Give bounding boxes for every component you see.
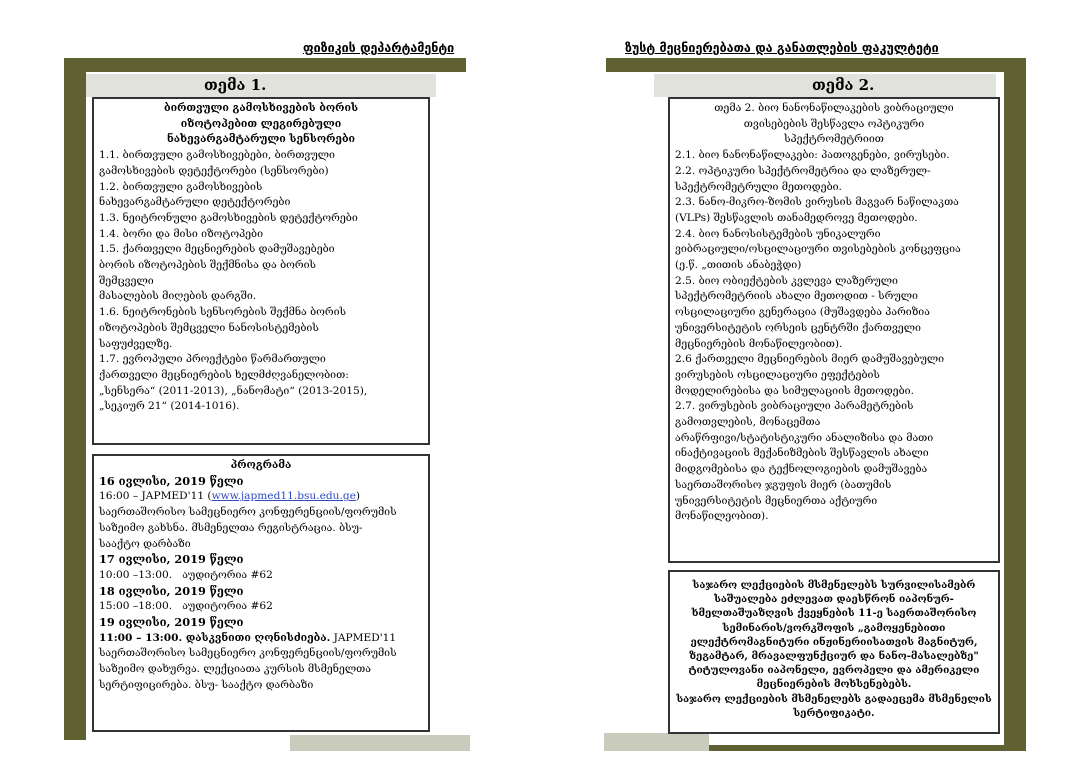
program-day-3-room: აუდიტორია #62 [182,600,273,613]
topic-2-item: 2.2. ოპტიკური სპექტრომეტრია და ლაზერულ- [675,164,931,177]
program-box [92,454,430,732]
topic-2-item: მოდელირებისა და სიმულაციის მეთოდები. [675,384,914,397]
topic-2-item: ინაქტივაციის მექანიზმების შესწავლის ახალი [675,447,929,460]
announcement-box [668,570,1000,734]
program-day-4-desc: საერთაშორისო სამეცნიერო კონფერენციის/ფორუმის [99,647,397,660]
program-day-2-time: 10:00 –13:00. აუდიტორია #62 [99,568,273,581]
topic-1-item: 1.1. ბირთვული გამოსხივებები, ბირთვული [99,149,335,162]
announcement-line: ზეგამტარ, მრავალფუნქციურ და ნანო-მასალებზე" [689,650,979,663]
topic-1-box-title: ბირთვული გამოსხივების ბორის იზოტოპებით ლეგირებული ნახევარგამტარული სენსორები [163,102,359,146]
program-day-4-desc: სერტიფიცირება. ბსუ- სააქტო დარბაზი [99,678,314,691]
topic-2-item: 2.3. ნანო-მიკრო-ზომის ვირუსის მაგვარ ნაწილაკთა [675,196,959,209]
left-page-header-bar [64,58,466,72]
topic-1-item: საფუძველზე. [99,337,173,350]
announcement-line: ტიტულოვანი იაპონელი, ევროპელი და ამერიკელი [688,664,980,677]
topic-2-items [675,148,993,525]
department-title: ფიზიკის დეპარტამენტი [303,40,455,55]
topic-2-item: მეცნიერების მონაწილეობით). [675,337,843,350]
topic-1-item: 1.3. ნეიტრონული გამოსხივების დეტექტორები [99,211,358,224]
topic-2-item: 2.1. ბიო ნანონაწილაკები: პათოგენები, ვირუსები. [675,149,950,162]
right-page-footer-olive [709,745,1026,751]
announcement-line: მეცნიერების მოხსენებებს. [756,678,912,691]
topic-1-item: შემცველი [99,274,154,287]
topic-2-item: 2.7. ვირუსების ვიბრაციული პარამეტრების [675,400,914,413]
topic-2-item: არაწრფივი/სტატისტიკური ანალიზისა და მათი [675,431,934,444]
topic-1-item: 1.5. ქართველი მეცნიერების დამუშავებები [99,243,335,256]
conference-website-link[interactable]: www.japmed11.bsu.edu.ge [211,490,356,503]
topic-1-item: იზოტოპების შემცველი ნანოსისტემების [99,321,319,334]
announcement-line: ხმელთაშუაზღვის ქვეყნების 11-ე საერთაშორისო [691,607,977,620]
program-day-4-date: 19 ივლისი, 2019 წელი [99,615,244,630]
topic-2-item: უნივერსიტეტის მეცნიერთა აქტიური [675,494,878,507]
program-day-4-time: 11:00 – 13:00. დასკვნითი ღონისძიება. JAPMED'11 [99,631,397,644]
topic-1-item: გამოსხივების დეტექტორები (სენსორები) [99,164,329,177]
announcement-line: საჯარო ლექციების მსმენელებს სურვილისამებრ [692,579,976,591]
announcement-line: საშუალება ეძლევათ დაესწრონ იაპონურ- [714,593,954,606]
topic-1-item: ნახევარგამტარული დეტექტორები [99,196,291,209]
topic-1-item: ქართველი მეცნიერების ხელმძღვანელობით: [99,368,349,381]
topic-2-item: ოსცილაციური გენერაცია (მუშავდება პარიზია [675,306,930,319]
announcement-line: ელექტრომაგნიტური ინჟინერიისათვის მაგნიტურ, [690,635,978,648]
topic-1-item: 1.7. ევროპული პროექტები წარმართული [99,353,326,366]
announcement-line: საჯარო ლექციების მსმენელებს გადაეცემა მსმენელის [676,692,992,705]
topic-2-box-title: თემა 2. ბიო ნანონაწილაკების ვიბრაციული თვისებების შესწავლა ოპტიკური სპექტრომეტრიით [714,102,954,146]
topic-1-items [99,148,423,415]
program-day-1-date: 16 ივლისი, 2019 წელი [99,473,244,488]
topic-2-item: საერთაშორისო ჯგუფის მიერ (ბათუმის [675,478,892,491]
announcement-line: სემინარის/ვორკშოფის „გამოყენებითი [722,621,946,634]
right-section-heading [654,74,996,97]
topic-1-item: 1.6. ნეიტრონების სენსორების შექმნა ბორის [99,306,346,319]
program-day-1-desc: საერთაშორისო სამეცნიერო კონფერენციის/ფორუმის [99,506,397,519]
topic-2-box [668,97,1000,563]
topic-2-item: (VLPs) შესწავლის თანამედროვე მეთოდები. [675,211,918,224]
program-day-3-time: 15:00 –18:00. აუდიტორია #62 [99,600,273,613]
program-day-2-date: 17 ივლისი, 2019 წელი [99,552,244,567]
topic-2-item: სპექტრომეტრიის ახალი მეთოდით - სრული [675,290,918,303]
topic-1-item: მასალების მიღების დარგში. [99,290,257,303]
faculty-title: ზუსტ მეცნიერებათა და განათლების ფაკულტეტი [625,40,939,55]
topic-2-item: 2.6 ქართველი მეცნიერების მიერ დამუშავებული [675,353,945,366]
right-page-olive-band [1004,58,1026,748]
topic-2-item: მიდგომებისა და ტექნოლოგიების დამუშავება [675,463,928,476]
topic-1-title: თემა 1. [204,76,267,94]
topic-2-item: გამოთვლების, მონაცემთა [675,416,821,429]
topic-2-item: (ე.წ. „თითის ანაბეჭდი) [675,259,802,272]
topic-2-item: მონაწილეობით). [675,510,769,523]
topic-2-item: 2.4. ბიო ნანოსისტემების უნიკალური [675,227,881,240]
program-day-1-time: 16:00 – JAPMED'11 (www.japmed11.bsu.edu.ge) [99,490,361,503]
topic-1-box [92,97,430,445]
topic-1-item: „სეკიურ 21“ (2014-1016). [99,400,240,413]
program-day-4-desc: საზეიმო დახურვა. ლექციათა კურსის მსმენელთა [99,663,372,676]
topic-2-item: ვიბრაციული/ოსცილაციური თვისებების კონცეფცია [675,243,961,256]
program-title: პროგრამა [230,459,292,471]
topic-2-item: ვირუსების ოსცილაციური ეფექტების [675,368,880,381]
topic-1-item: „სენსერა“ (2011-2013), „ნანომატი“ (2013-2015), [99,384,368,397]
topic-1-item: ბორის იზოტოპების შექმნისა და ბორის [99,259,316,272]
topic-2-title: თემა 2. [812,76,875,94]
right-page-footer-bar [604,733,709,751]
program-day-1-desc: საზეიმო გახსნა. მსმენელთა რეგისტრაცია. ბსუ- [99,521,363,534]
topic-2-item: სპექტრომეტრული მეთოდები. [675,180,842,193]
left-section-heading [86,74,436,97]
right-page-header-bar [606,58,1026,72]
topic-2-item: 2.5. ბიო ობიექტების კვლევა ლაზერული [675,274,898,287]
left-page-footer-bar [290,735,470,751]
program-day-1-desc: სააქტო დარბაზი [99,537,191,550]
topic-1-item: 1.4. ბორი და მისი იზოტოპები [99,227,264,240]
program-day-3-date: 18 ივლისი, 2019 წელი [99,583,244,598]
topic-1-item: 1.2. ბირთვული გამოსხივების [99,180,263,193]
program-day-2-room: აუდიტორია #62 [182,568,273,581]
announcement-line: სერტიფიკატი. [793,706,875,719]
topic-2-item: უნივერსიტეტის ორსეის ცენტრში ქართველი [675,321,921,334]
left-page-olive-band [64,58,86,740]
